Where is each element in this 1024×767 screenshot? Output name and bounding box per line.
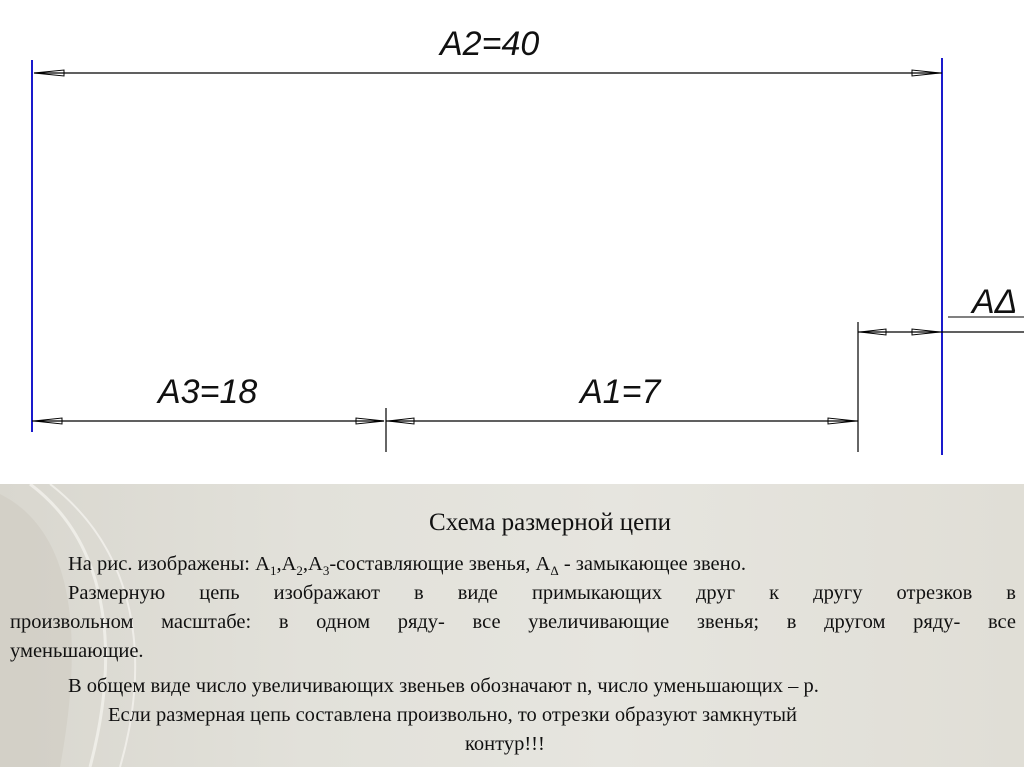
caption-para3: В общем виде число увеличивающих звеньев обозначают n, число уменьшающих – p. [68, 675, 819, 697]
adelta-label: AΔ [972, 283, 1018, 321]
sub-3: 3 [322, 563, 330, 579]
caption-para2-line3: уменьшающие. [10, 640, 144, 662]
caption-title: Схема размерной цепи [429, 509, 671, 536]
line1-suffix: - замыкающее звено. [558, 553, 746, 575]
line1-sep1: ,А [276, 553, 297, 575]
sub-1: 1 [269, 563, 277, 579]
caption-para2-line2: произвольном масштабе: в одном ряду- все увеличивающие звенья; в другом ряду- все [10, 611, 1016, 633]
line1-sep2: ,А [302, 553, 323, 575]
a2-dimension [34, 25, 942, 76]
sub-delta: Δ [550, 563, 559, 579]
caption-para4-line2: контур!!! [465, 733, 545, 755]
a3-label: A3=18 [158, 373, 258, 411]
line1-prefix: На рис. изображены: А [68, 553, 270, 575]
caption-panel [0, 484, 1024, 767]
line1-middle: -составляющие звенья, А [329, 553, 551, 575]
caption-para4-line1: Если размерная цепь составлена произвольно, то отрезки образуют замкнутый [108, 704, 798, 726]
a1-label: A1=7 [580, 373, 661, 411]
a1-dimension [386, 373, 858, 424]
caption-para2-line1: Размерную цепь изображают в виде примыкающих друг к другу отрезков в [68, 582, 1016, 604]
a3-dimension [32, 373, 384, 424]
adelta-dimension [858, 283, 1018, 335]
a2-label: A2=40 [440, 25, 540, 63]
sub-2: 2 [296, 563, 303, 579]
